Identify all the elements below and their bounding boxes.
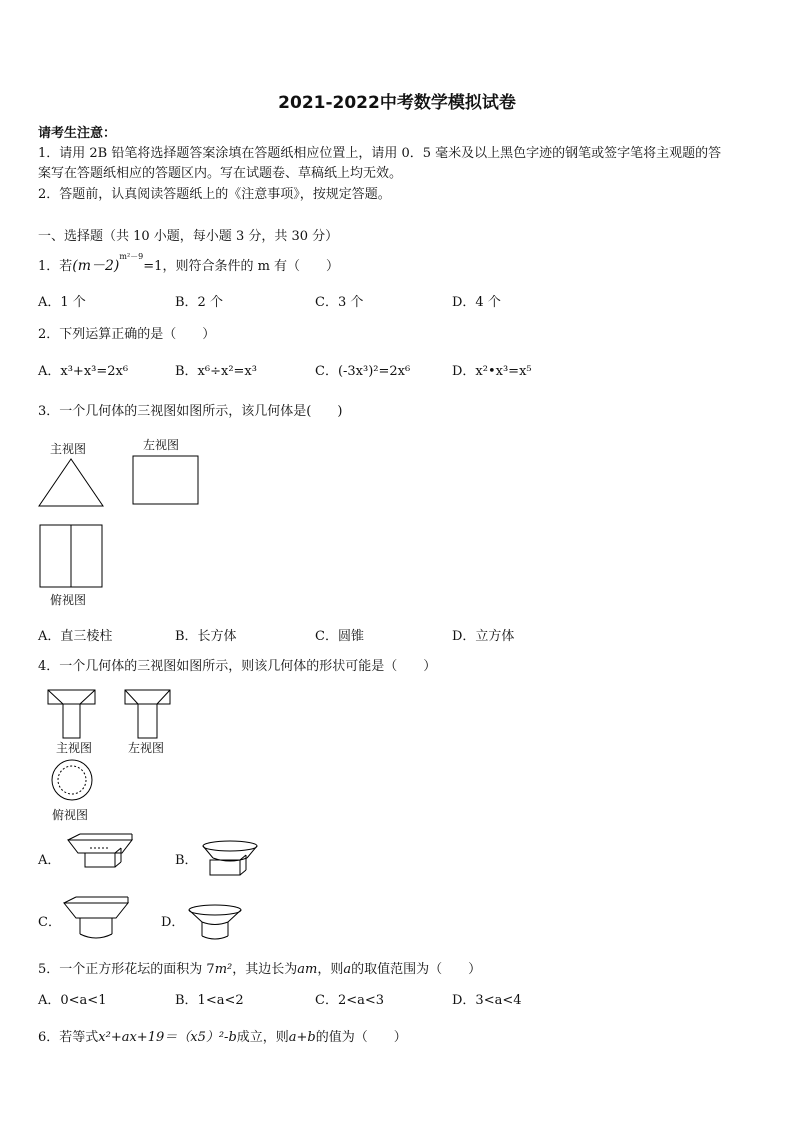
q5-mid2: ，则	[317, 962, 344, 977]
notice-line-1a: 1．请用 2B 铅笔将选择题答案涂填在答题纸相应位置上，请用 0．5 毫米及以上黑色字迹的钢笔或签字笔将主观题的答	[38, 146, 722, 161]
q6-prefix: 6．若等式	[38, 1030, 99, 1045]
q5-am: am	[297, 962, 318, 977]
q5-option-a: A．0<a<1	[38, 993, 107, 1008]
q3-left-view-label: 左视图	[143, 438, 180, 452]
notice-line-2: 2．答题前，认真阅读答题纸上的《注意事项》，按规定答题。	[38, 187, 391, 202]
q3-option-c: C．圆锥	[315, 629, 364, 644]
q4-top-inner-circle	[58, 766, 86, 794]
q3-option-b: B．长方体	[175, 629, 237, 644]
question-3-stem: 3．一个几何体的三视图如图所示，该几何体是( )	[38, 404, 343, 419]
q4-left-view-label: 左视图	[128, 741, 165, 755]
q4-option-d: D．	[161, 915, 185, 930]
q5-prefix: 5．一个正方形花坛的面积为 7	[38, 962, 215, 977]
q1-option-d: D．4 个	[452, 295, 501, 310]
q2-option-d: D．x²•x³=x⁵	[452, 364, 532, 379]
q3-option-a: A．直三棱柱	[38, 629, 113, 644]
q1-prefix: 1．若	[38, 259, 73, 274]
q4-top-view-label: 俯视图	[52, 808, 89, 822]
q4-option-b: B．	[175, 853, 198, 868]
q4-option-c: C．	[38, 915, 61, 930]
q1-option-a: A．1 个	[38, 295, 86, 310]
q3-front-view-label: 主视图	[50, 442, 87, 456]
q5-a: a	[343, 962, 352, 977]
q5-mid1: ，其边长为	[232, 962, 298, 977]
q1-suffix: =1，则符合条件的 m 有（ ）	[143, 259, 340, 274]
question-6-stem	[38, 1026, 407, 1045]
q4-left-stem	[138, 704, 157, 738]
q5-option-b: B．1<a<2	[175, 993, 244, 1008]
q1-exponent: m²－9	[119, 251, 144, 261]
q4-front-view-label: 主视图	[56, 741, 93, 755]
q5-option-d: D．3<a<4	[452, 993, 522, 1008]
question-5-stem	[38, 958, 481, 977]
q1-option-c: C．3 个	[315, 295, 364, 310]
q6-suffix: 的值为（ ）	[315, 1030, 407, 1045]
q4-option-a: A．	[38, 853, 61, 868]
notice-line-1b: 案写在答题纸相应的答题区内。写在试题卷、草稿纸上均无效。	[38, 166, 403, 181]
notice-heading: 请考生注意：	[38, 126, 117, 141]
q5-unit: m²	[214, 962, 233, 977]
q4-option-a-figure	[68, 834, 132, 867]
q5-option-c: C．2<a<3	[315, 993, 385, 1008]
question-4-stem: 4．一个几何体的三视图如图所示，则该几何体的形状可能是（ ）	[38, 659, 437, 674]
q6-expression: x²+ax+19＝（x5）²-b	[98, 1030, 237, 1045]
q2-option-b: B．x⁶÷x²=x³	[175, 364, 257, 379]
q5-suffix: 的取值范围为（ ）	[351, 962, 482, 977]
q2-option-a: A．x³+x³=2x⁶	[38, 364, 129, 379]
page-title: 2021-2022中考数学模拟试卷	[278, 93, 516, 113]
q4-front-stem	[63, 704, 80, 738]
section-heading: 一、选择题（共 10 小题，每小题 3 分，共 30 分）	[38, 229, 339, 244]
q4-option-c-figure	[64, 897, 128, 938]
q4-option-b-figure	[203, 841, 257, 875]
q3-top-view-label: 俯视图	[50, 593, 87, 607]
q6-mid: 成立，则	[236, 1030, 289, 1045]
q3-option-d: D．立方体	[452, 629, 515, 644]
q1-base: (m－2)	[72, 258, 120, 274]
q4-option-d-figure	[189, 905, 241, 939]
q2-option-c: C．(-3x³)²=2x⁶	[315, 364, 411, 379]
q6-a-plus-b: a+b	[288, 1030, 316, 1045]
q1-option-b: B．2 个	[175, 295, 223, 310]
question-2-stem: 2．下列运算正确的是（ ）	[38, 327, 216, 342]
